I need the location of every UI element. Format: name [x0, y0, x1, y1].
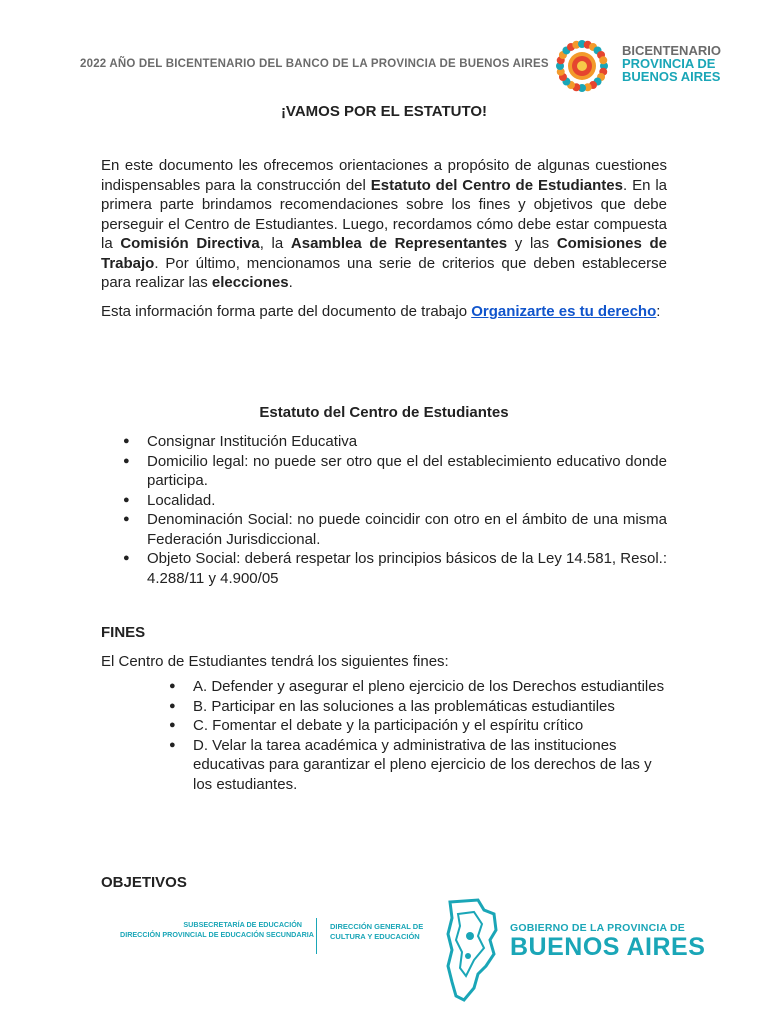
footer-gobierno	[510, 922, 705, 960]
intro-text-2: . En la primera parte brindamos recomendaciones sobre los fines y objetivos que debe perseguir el Centro de Estudiantes. Luego, recordamos cómo debe estar compuesta la	[101, 176, 668, 252]
objetivos-heading: OBJETIVOS	[101, 874, 187, 891]
list-item: ● Denominación Social: no puede coincidir con otro en el ámbito de una misma Federación Jurisdiccional.	[101, 510, 667, 549]
fines-heading: FINES	[101, 624, 146, 641]
estatuto-heading: Estatuto del Centro de Estudiantes	[259, 404, 509, 421]
list-item: ● B. Participar en las soluciones a las problemáticas estudiantiles	[101, 697, 667, 717]
header-banner-text: 2022 AÑO DEL BICENTENARIO DEL BANCO DE LA PROVINCIA DE BUENOS AIRES	[80, 58, 549, 70]
footer-mid-line-1: DIRECCIÓN GENERAL DE	[330, 922, 424, 931]
page-title: ¡VAMOS POR EL ESTATUTO!	[280, 103, 488, 120]
footer-left-line-1: SUBSECRETARÍA DE EDUCACIÓN	[183, 920, 302, 929]
list-item: ● C. Fomentar el debate y la participación y el espíritu crítico	[101, 716, 667, 736]
footer-direccion	[330, 922, 423, 942]
logo-line-2: PROVINCIA DE	[622, 56, 716, 71]
footer-subsecretaria	[120, 920, 314, 939]
intro-text-5: . Por último, mencionamos una serie de criterios que deben establecerse para realizar las	[101, 254, 667, 291]
page-footer	[0, 890, 768, 1024]
list-item: ● Localidad.	[101, 491, 667, 511]
info-text: Esta información forma parte del documento de trabajo	[101, 303, 472, 320]
intro-text-4: y las	[507, 235, 557, 252]
intro-bold-elecciones: elecciones	[211, 274, 289, 291]
intro-bold-comisiones: Comisiones de Trabajo	[101, 235, 667, 272]
province-map-icon	[444, 896, 500, 1004]
footer-gob-line-1: GOBIERNO DE LA PROVINCIA DE	[510, 922, 685, 934]
fines-list	[101, 677, 667, 794]
footer-mid-line-2: CULTURA Y EDUCACIÓN	[330, 932, 420, 941]
organizarte-link[interactable]: Organizarte es tu derecho	[471, 303, 657, 320]
intro-bold-comision: Comisión Directiva	[120, 235, 260, 252]
estatuto-list	[101, 432, 667, 588]
footer-left-line-2: DIRECCIÓN PROVINCIAL DE EDUCACIÓN SECUNDARIA	[120, 929, 314, 939]
intro-bold-asamblea: Asamblea de Representantes	[290, 235, 508, 252]
list-item: ● Objeto Social: deberá respetar los principios básicos de la Ley 14.581, Resol.: 4.288/11 y 4.900/05	[101, 549, 667, 588]
intro-bold-estatuto: Estatuto del Centro de Estudiantes	[370, 176, 623, 194]
logo-line-1: BICENTENARIO	[622, 43, 721, 58]
list-item: ● D. Velar la tarea académica y administrativa de las instituciones educativas para garantizar el pleno ejercicio de los derechos de las y los estudiantes.	[101, 736, 667, 795]
bicentenario-sun-icon	[554, 38, 610, 94]
bicentenario-logo-text	[622, 44, 721, 83]
list-item: ● A. Defender y asegurar el pleno ejercicio de los Derechos estudiantiles	[101, 677, 667, 697]
fines-intro: El Centro de Estudiantes tendrá los siguientes fines:	[101, 653, 449, 670]
intro-text-6: .	[288, 274, 293, 291]
info-paragraph	[101, 302, 667, 322]
logo-line-3: BUENOS AIRES	[622, 69, 721, 84]
footer-gob-line-2: BUENOS AIRES	[510, 933, 706, 961]
list-item: ● Consignar Institución Educativa	[101, 432, 667, 452]
info-end: :	[656, 303, 661, 320]
page-header	[0, 0, 768, 110]
intro-paragraph	[101, 156, 667, 293]
list-item: ● Domicilio legal: no puede ser otro que el del establecimiento educativo donde participa.	[101, 452, 667, 491]
intro-text-1: En este documento les ofrecemos orientaciones a propósito de algunas cuestiones indispensables para la construcción del	[101, 157, 667, 194]
intro-text-3: , la	[259, 235, 291, 252]
footer-divider	[316, 918, 317, 954]
